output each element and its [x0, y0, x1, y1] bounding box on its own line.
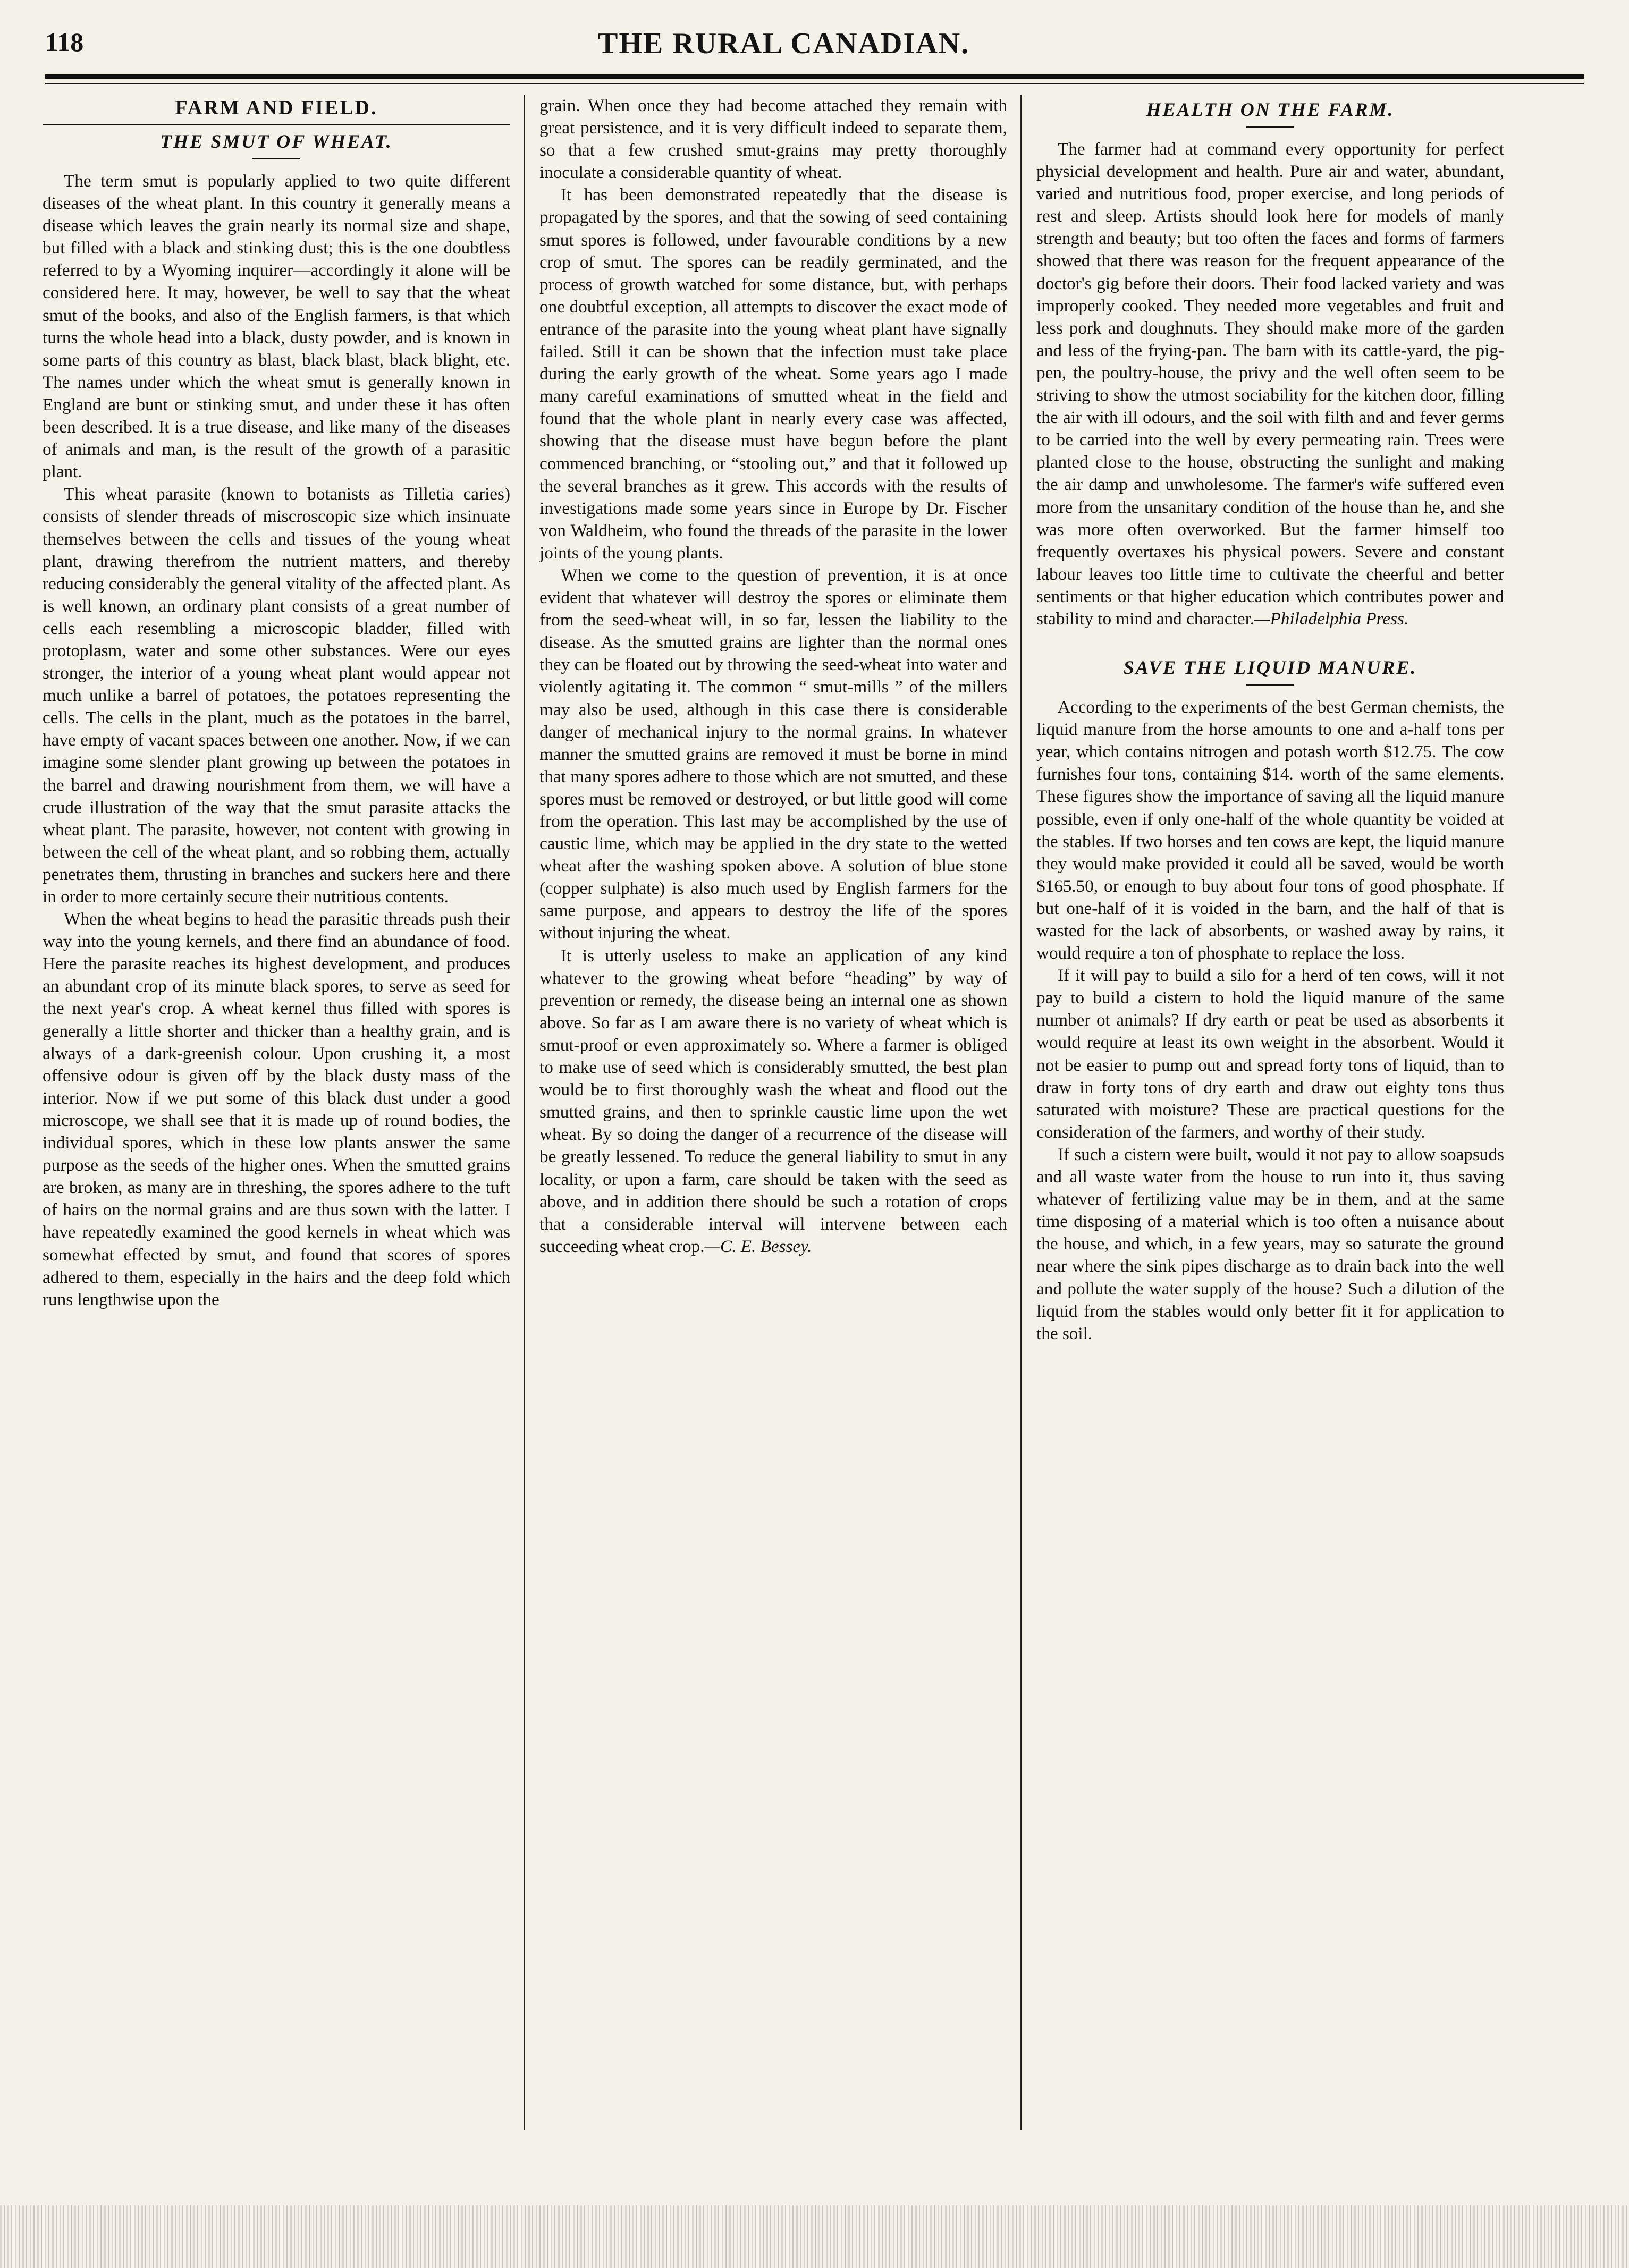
column-divider [1020, 95, 1022, 2130]
column-divider [524, 95, 525, 2130]
title-rule [1246, 684, 1294, 686]
title-rule [252, 158, 300, 159]
column-2 [539, 95, 1007, 1258]
heading-rule [43, 124, 510, 125]
article-paragraph: If such a cistern were built, would it not pay to allow soapsuds and all waste water from the house to run into it, thus saving whatever of fertilizing value may be in them, and at the same time disposing of a material which is too often a nuisance about the house, and which, in a few years, may so saturate the ground near where the sink pipes discharge as to drain back into the well and pollute the water supply of the house? Such a dilution of the liquid from the stables would only better fit it for application to the soil. [1036, 1144, 1504, 1343]
section-heading: FARM AND FIELD. [175, 97, 378, 119]
masthead [45, 27, 1581, 64]
article-paragraph: When the wheat begins to head the parasitic threads push their way into the young kernels, and there find an abundance of food. Here the parasite reaches its highest development, and produces an abundant crop of its minute black spores, to serve as seed for the next year's crop. A wheat kernel thus filled with spores is generally a little shorter and thicker than a healthy grain, and is always of a dark-greenish colour. Upon crushing it, a most offensive odour is given off by the black dusty mass of the interior. Now if we put some of this black dust under a good microscope, we shall see that it is made up of round bodies, the individual spores, which in these low plants answer the same purpose as the seeds of the higher ones. When the smutted grains are broken, as many are in threshing, the spores adhere to the tuft of hairs on the normal grains and are thus sown with the latter. I have repeatedly examined the good kernels in wheat which was somewhat effected by smut, and found that scores of spores adhered to them, especially in the hairs and the deep fold which runs lengthwise upon the [43, 909, 510, 1309]
article-paragraph [539, 945, 1007, 1258]
article-title: SAVE THE LIQUID MANURE. [1123, 657, 1417, 679]
paragraph-text: It is utterly useless to make an application of any kind whatever to the growing wheat before “heading” by way of prevention or remedy, the disease being an internal one as shown above. So far as I am aware there is no variety of wheat which is smut-proof or even approximately so. Where a farmer is obliged to make use of seed which is considerably smutted, the best plan would be to first thoroughly wash the wheat and flood out the smutted grains, and then to sprinkle caustic lime upon the wet wheat. By so doing the danger of a recurrence of the disease will be greatly lessened. To reduce the general liability to smut in any locality, or upon a farm, care should be taken with the seed as above, and in addition there should be such a rotation of crops that a considerable interval will intervene between each succeeding wheat crop. [539, 945, 1007, 1256]
scan-noise-border [0, 2205, 1629, 2268]
paragraph-text: The farmer had at command every opportunity for perfect physicial development and health. Pure air and water, abundant, varied and nutritious food, proper exercise, and long periods of rest and sleep. Artists should look here for models of manly strength and beauty; but too often the faces and forms of farmers showed that there was reason for the frequent appearance of the doctor's gig before their doors. Their food lacked variety and was improperly cooked. They needed more vegetables and fruit and less pork and doughnuts. They should make more of the garden and less of the frying-pan. The barn with its cattle-yard, the pig-pen, the poultry-house, the privy and the well often seem to be striving to show the utmost sociability for the kitchen door, filling the air with ill odours, and the soil with filth and and fever germs to be carried into the well by every permeating rain. Trees were planted close to the house, obstructing the sunlight and making the air damp and unwholesome. The farmer's wife suffered even more from the unsanitary condition of the house than he, and she was more often overworked. But the farmer himself too frequently overtaxes his physical powers. Severe and constant labour leaves too little time to cultivate the cheerful and better sentiments or that higher education which contributes power and stability to mind and character. [1036, 139, 1504, 629]
title-rule [1246, 126, 1294, 128]
article-paragraph: If it will pay to build a silo for a herd of ten cows, will it not pay to build a cistern to hold the liquid manure of the same number ot animals? If dry earth or peat be used as absorbents it would require at least its own weight in the absorbent. Would it not be easier to pump out and spread forty tons of liquid, than to draw in forty tons of dry earth and draw out eighty tons thus saturated with moisture? These are practical questions for the consideration of the farmers, and worthy of their study. [1036, 966, 1504, 1142]
masthead-rule [45, 74, 1584, 79]
newspaper-title: THE RURAL CANADIAN. [598, 27, 970, 60]
article-paragraph: When we come to the question of prevention, it is at once evident that whatever will destroy the spores or eliminate them from the seed-wheat will, in so far, lessen the liability to the disease. As the smutted grains are lighter than the normal ones they can be floated out by throwing the seed-wheat into water and violently agitating it. The common “ smut-mills ” of the millers may also be used, although in this case there is considerable danger of mechanical injury to the normal grains. In whatever manner the smutted grains are removed it must be borne in mind that many spores adhere to those which are not smutted, and these spores must be removed or destroyed, or but little good will come from the operation. This last may be accomplished by the use of caustic lime, which may be applied in the dry state to the wetted wheat after the washing spoken above. A solution of blue stone (copper sulphate) is also much used by English farmers for the same purpose, and appears to destroy the life of the spores without injuring the wheat. [539, 565, 1007, 943]
article-paragraph: The term smut is popularly applied to two quite different diseases of the wheat plant. In this country it generally means a disease which leaves the grain nearly its normal size and shape, but filled with a black and stinking dust; this is the one doubtless referred to by a Wyoming inquirer—accordingly it alone will be considered here. It may, however, be well to say that the wheat smut of the books, and also of the English farmers, is that which turns the whole head into a black, dusty powder, and is known in some parts of this country as blast, black blast, black blight, etc. The names under which the wheat smut is generally known in England are bunt or stinking smut, and under these it has often been described. It is a true disease, and like many of the diseases of animals and man, is the result of the growth of a parasitic plant. [43, 171, 510, 482]
page-number: 118 [45, 27, 84, 57]
article-title: HEALTH ON THE FARM. [1146, 99, 1395, 120]
article-title: THE SMUT OF WHEAT. [160, 131, 393, 152]
source-credit: —Philadelphia Press. [1254, 608, 1409, 629]
masthead-rule-thin [45, 83, 1584, 84]
column-3 [1036, 95, 1504, 1345]
article-paragraph: It has been demonstrated repeatedly that the disease is propagated by the spores, and that the sowing of seed containing smut spores is followed, under favourable conditions by a new crop of smut. The spores can be readily germinated, and the process of growth watched for some distance, but, with perhaps one doubtful exception, all attempts to discover the exact mode of entrance of the parasite into the young wheat plant have signally failed. Still it can be shown that the infection must take place during the early growth of the wheat. Some years ago I made many careful examinations of smutted wheat in the field and found that the whole plant in nearly every case was affected, showing that the disease must have begun before the plant commenced branching, or “stooling out,” and that it followed up the several branches as it grew. This accords with the results of investigations made some years since in Europe by Dr. Fischer von Waldheim, who found the threads of the parasite in the lower joints of the young plants. [539, 185, 1007, 563]
article-paragraph: This wheat parasite (known to botanists as Tilletia caries) consists of slender threads of miscroscopic size which insinuate themselves between the cells and tissues of the young wheat plant, drawing therefrom the nutrient matters, and thereby reducing considerably the general vitality of the affected plant. As is well known, an ordinary plant consists of a great number of cells each resembling a microscopic bladder, filled with protoplasm, water and some other substances. Were our eyes stronger, the interior of a young wheat plant would appear not much unlike a barrel of potatoes, the potatoes representing the cells. The cells in the plant, much as the potatoes in the barrel, have empty of vacant spaces between one another. Now, if we can imagine some slender plant growing up between the potatoes in the barrel and drawing nourishment from them, we will have a crude illustration of the way that the smut parasite attacks the wheat plant. The parasite, however, not content with growing in between the cell of the wheat plant, and so robbing them, actually penetrates them, thrusting in branches and suckers here and there in order to more certainly secure their nutritious contents. [43, 484, 510, 907]
article-paragraph: grain. When once they had become attached they remain with great persistence, and it is very difficult indeed to separate them, so that a few crushed smut-grains may pretty thoroughly inoculate a considerable quantity of wheat. [539, 96, 1007, 183]
column-1 [43, 95, 510, 1311]
article-gap [1036, 630, 1504, 653]
article-paragraph [1036, 138, 1504, 630]
byline: —C. E. Bessey. [704, 1236, 812, 1256]
article-paragraph: According to the experiments of the best German chemists, the liquid manure from the horse amounts to one and a-half tons per year, which contains nitrogen and potash worth $12.75. The cow furnishes four tons, containing $14. worth of the same elements. These figures show the importance of saving all the liquid manure possible, even if only one-half of the whole quantity be voided at the stables. If two horses and ten cows are kept, the liquid manure they would make provided it could all be saved, would be worth $165.50, or enough to buy about four tons of good phosphate. If but one-half of it is voided in the barn, and the half of that is wasted for the lack of absorbents, or washed away by rains, it would require a ton of phosphate to replace the loss. [1036, 697, 1504, 963]
